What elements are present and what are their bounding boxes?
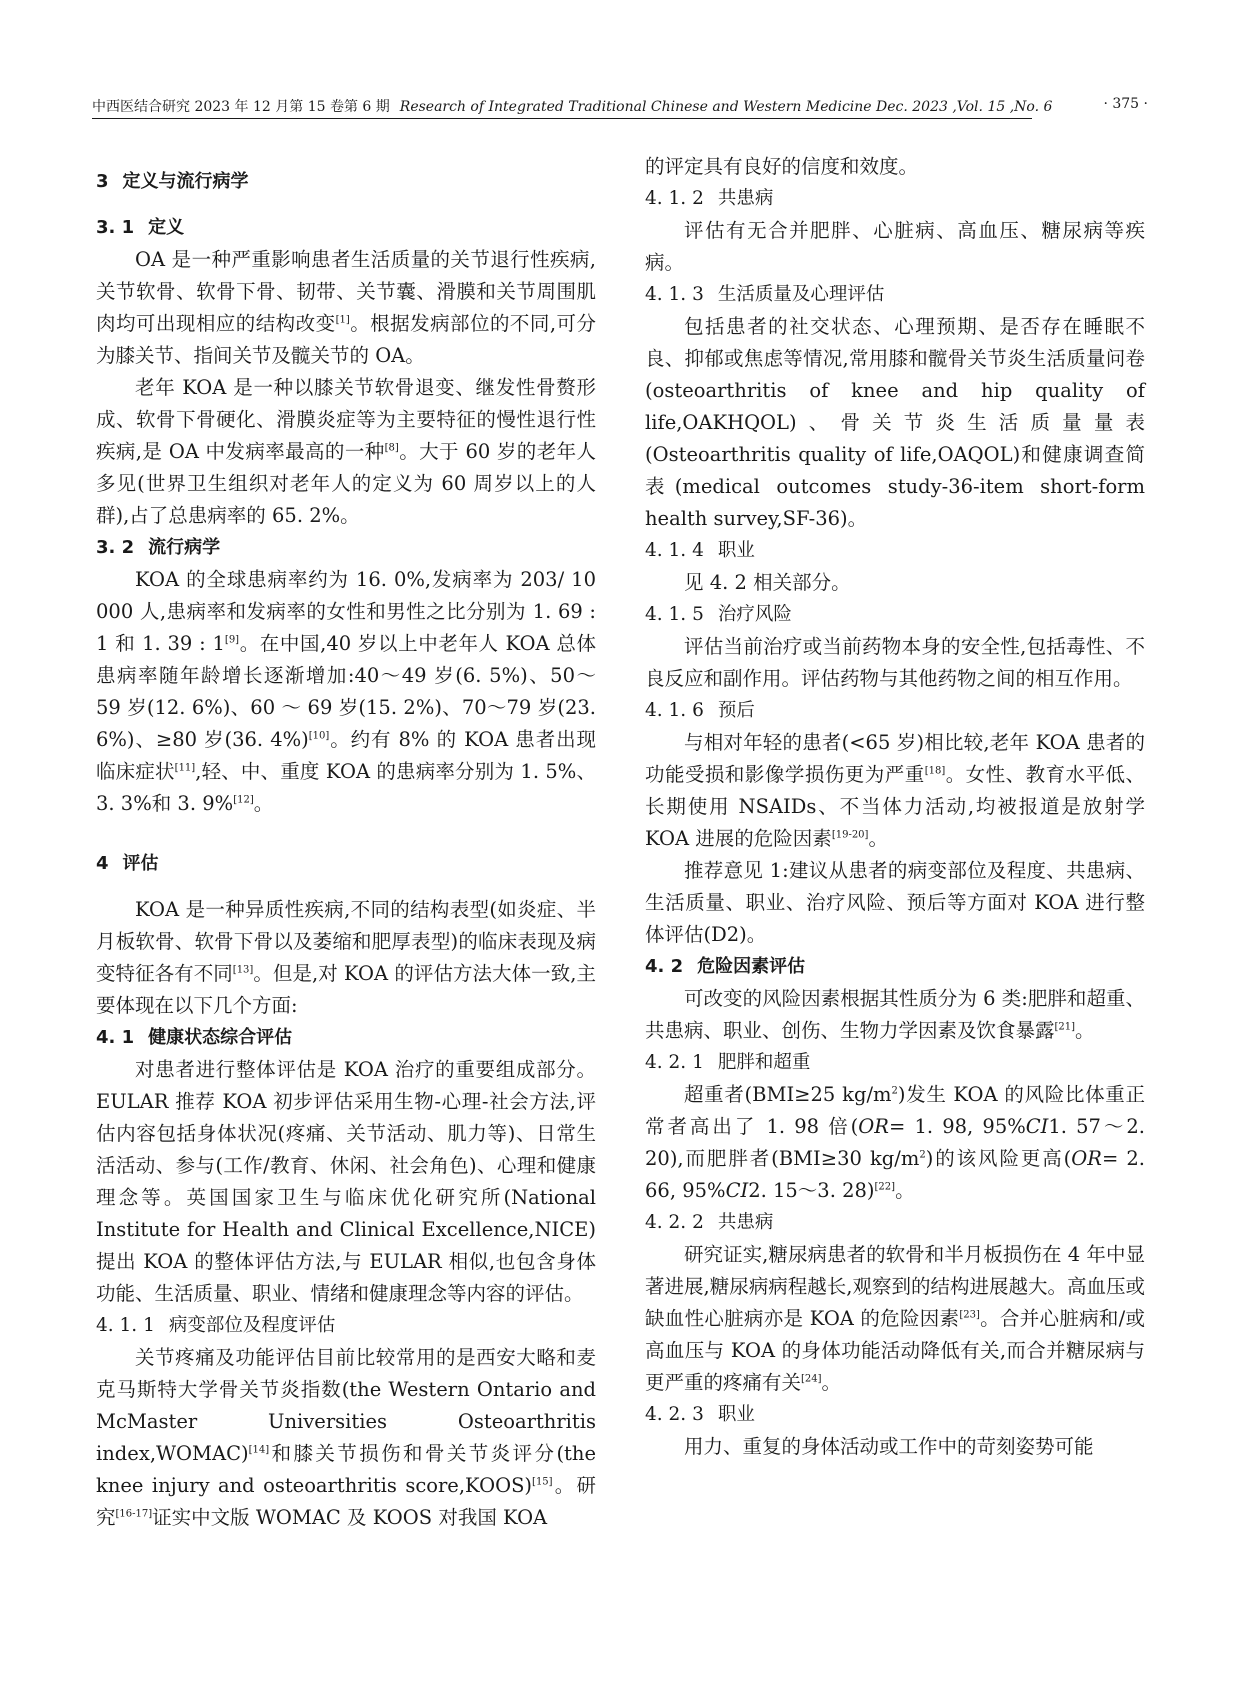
- paragraph: 与相对年轻的患者(<65 岁)相比较,老年 KOA 患者的功能受损和影像学损伤更为严重[18]。女性、教育水平低、长期使用 NSAIDs、不当体力活动,均被报道是放射学 KOA 进展的危险因素[19-20]。: [645, 731, 1145, 850]
- page-number: · 375 ·: [1103, 96, 1148, 112]
- paragraph: 包括患者的社交状态、心理预期、是否存在睡眠不良、抑郁或焦虑等情况,常用膝和髋骨关节炎生活质量问卷(osteoarthritis of knee and hip quality of life,OAKHQOL)、骨关节炎生活质量量表(Osteoarthritis quality of life,OAQOL)和健康调查简表(medical outcomes study-36-item short-form health survey,SF-36)。: [645, 315, 1145, 530]
- right-column: [645, 151, 1145, 1463]
- paragraph: 对患者进行整体评估是 KOA 治疗的重要组成部分。EULAR 推荐 KOA 初步评估采用生物-心理-社会方法,评估内容包括身体状况(疼痛、关节活动、肌力等)、日常生活活动、参与(工作/教育、休闲、社会角色)、心理和健康理念等。英国国家卫生与临床优化研究所(National Institute for Health and Clinical Excellence,NICE)提出 KOA 的整体评估方法,与 EULAR 相似,也包含身体功能、生活质量、职业、情绪和健康理念等内容的评估。: [96, 1058, 596, 1305]
- paragraph: KOA 的全球患病率约为 16. 0%,发病率为 203/ 10 000 人,患病率和发病率的女性和男性之比分别为 1. 69 : 1 和 1. 39 : 1[9]。在中国,40 岁以上中老年人 KOA 总体患病率随年龄增长逐渐增加:40～49 岁(6. 5%)、50～ 59 岁(12. 6%)、60 ～ 69 岁(15. 2%)、70～79 岁(23. 6%)、≥80 岁(36. 4%)[10]。约有 8% 的 KOA 患者出现临床症状[11],轻、中、重度 KOA 的患病率分别为 1. 5%、3. 3%和 3. 9%[12]。: [96, 568, 596, 815]
- paragraph: 用力、重复的身体活动或工作中的苛刻姿势可能: [684, 1435, 1094, 1458]
- section-4-1-heading: 4. 1 健康状态综合评估: [96, 1027, 293, 1048]
- section-4-1-3-heading: 4. 1. 3 生活质量及心理评估: [645, 284, 885, 305]
- section-4-1-5-heading: 4. 1. 5 治疗风险: [645, 604, 792, 625]
- left-column: [96, 166, 596, 1534]
- section-4-1-6-heading: 4. 1. 6 预后: [645, 700, 755, 721]
- paragraph: 老年 KOA 是一种以膝关节软骨退变、继发性骨赘形成、软骨下骨硬化、滑膜炎症等为主要特征的慢性退行性疾病,是 OA 中发病率最高的一种[8]。大于 60 岁的老年人多见(世界卫生组织对老年人的定义为 60 周岁以上的人群),占了总患病率的 65. 2%。: [96, 376, 596, 527]
- paragraph: 评估有无合并肥胖、心脏病、高血压、糖尿病等疾病。: [645, 219, 1145, 274]
- section-4-heading: 4 评估: [96, 853, 159, 874]
- section-3-1-heading: 3. 1 定义: [96, 217, 185, 238]
- section-4-2-3-heading: 4. 2. 3 职业: [645, 1404, 755, 1425]
- journal-en: Research of Integrated Traditional Chinese and Western Medicine Dec. 2023 ,Vol. 15 ,No. 6: [399, 99, 1053, 115]
- section-4-1-4-heading: 4. 1. 4 职业: [645, 540, 755, 561]
- journal-cn: 中西医结合研究 2023 年 12 月第 15 卷第 6 期: [92, 99, 390, 115]
- section-4-1-1-heading: 4. 1. 1 病变部位及程度评估: [96, 1315, 336, 1336]
- section-3-2-heading: 3. 2 流行病学: [96, 537, 221, 558]
- paragraph: 见 4. 2 相关部分。: [684, 571, 851, 594]
- journal-citation: [92, 96, 1052, 116]
- paragraph: 可改变的风险因素根据其性质分为 6 类:肥胖和超重、共患病、职业、创伤、生物力学因素及饮食暴露[21]。: [645, 987, 1145, 1042]
- paragraph: 评估当前治疗或当前药物本身的安全性,包括毒性、不良反应和副作用。评估药物与其他药物之间的相互作用。: [645, 635, 1145, 690]
- recommendation: 推荐意见 1:建议从患者的病变部位及程度、共患病、生活质量、职业、治疗风险、预后等方面对 KOA 进行整体评估(D2)。: [645, 859, 1145, 946]
- section-3-heading: 3 定义与流行病学: [96, 171, 249, 192]
- paragraph: 超重者(BMI≥25 $kg/m^2$)发生 KOA 的风险比体重正常者高出了 1. 98 倍(OR= 1. 98, 95%CI1. 57～2. 20),而肥胖者(BMI≥30 $kg/m^2$)的该风险更高(OR= 2. 66, 95%CI2. 15～3. 28)[22]。: [645, 1083, 1145, 1202]
- section-4-2-heading: 4. 2 危险因素评估: [645, 956, 806, 977]
- section-4-2-2-heading: 4. 2. 2 共患病: [645, 1212, 774, 1233]
- paragraph: 的评定具有良好的信度和效度。: [645, 155, 919, 178]
- paragraph: OA 是一种严重影响患者生活质量的关节退行性疾病,关节软骨、软骨下骨、韧带、关节囊、滑膜和关节周围肌肉均可出现相应的结构改变[1]。根据发病部位的不同,可分为膝关节、指间关节及髋关节的 OA。: [96, 248, 596, 367]
- section-4-1-2-heading: 4. 1. 2 共患病: [645, 188, 774, 209]
- paragraph: KOA 是一种异质性疾病,不同的结构表型(如炎症、半月板软骨、软骨下骨以及萎缩和肥厚表型)的临床表现及病变特征各有不同[13]。但是,对 KOA 的评估方法大体一致,主要体现在以下几个方面:: [96, 898, 596, 1017]
- paragraph: 研究证实,糖尿病患者的软骨和半月板损伤在 4 年中显著进展,糖尿病病程越长,观察到的结构进展越大。高血压或缺血性心脏病亦是 KOA 的危险因素[23]。合并心脏病和/或高血压与 KOA 的身体功能活动降低有关,而合并糖尿病与更严重的疼痛有关[24]。: [645, 1243, 1145, 1394]
- header-rule: [92, 118, 1032, 119]
- paragraph: 关节疼痛及功能评估目前比较常用的是西安大略和麦克马斯特大学骨关节炎指数(the Western Ontario and McMaster Universities Osteoarthritis index,WOMAC)[14]和膝关节损伤和骨关节炎评分(the knee injury and osteoarthritis score,KOOS)[15]。研究[16-17]证实中文版 WOMAC 及 KOOS 对我国 KOA: [96, 1346, 596, 1529]
- section-4-2-1-heading: 4. 2. 1 肥胖和超重: [645, 1052, 811, 1073]
